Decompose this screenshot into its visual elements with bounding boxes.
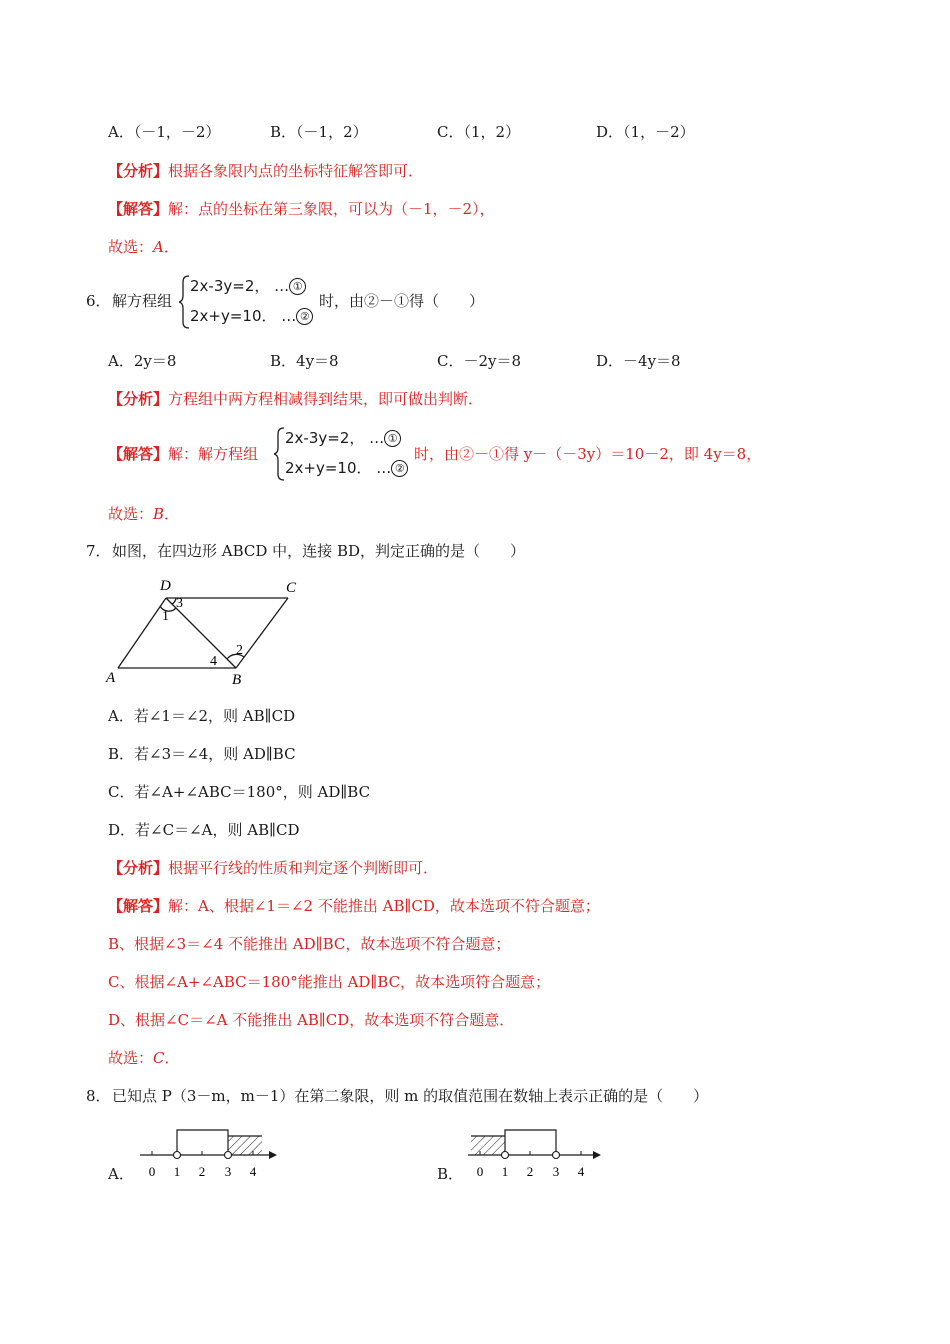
tick-1: 1 <box>173 1164 181 1179</box>
q6-stem-suffix: 时，由②－①得（ ） <box>319 292 485 310</box>
q6-equation-system <box>190 276 320 328</box>
label-b: B <box>232 672 242 688</box>
q7-option-d: D．若∠C＝∠A，则 AB∥CD <box>108 821 300 839</box>
angle-label-4: 4 <box>210 654 217 669</box>
equation-2: 2x+y=10． … <box>190 307 297 325</box>
angle-label-3: 3 <box>176 596 183 611</box>
q7-answer-line-3: C、根据∠A+∠ABC＝180°能推出 AD∥BC，故本选项符合题意； <box>108 973 551 991</box>
answer-prefix-text: 解：解方程组 <box>168 445 259 463</box>
option-c: C．（1，2） <box>437 123 521 141</box>
q7-stem: 如图，在四边形 ABCD 中，连接 BD，判定正确的是（ ） <box>112 542 525 560</box>
q6-number: 6． <box>86 292 111 310</box>
q8-stem: 已知点 P（3－m，m－1）在第二象限，则 m 的取值范围在数轴上表示正确的是（ ） <box>112 1087 709 1105</box>
q6-option-d: D．－4y＝8 <box>596 352 681 370</box>
label-a: A <box>106 670 116 686</box>
q6-option-a: A．2y＝8 <box>108 352 177 370</box>
q7-answer-line-1: 【解答】解：A、根据∠1＝∠2 不能推出 AB∥CD，故本选项不符合题意； <box>108 897 600 915</box>
option-b: B．（－1，2） <box>270 123 368 141</box>
q5-choose <box>108 236 179 258</box>
q6-option-b: B．4y＝8 <box>270 352 339 370</box>
q7-option-c: C．若∠A+∠ABC＝180°，则 AD∥BC <box>108 783 371 801</box>
q6-answer-suffix: 时，由②－①得 y－（－3y）＝10－2，即 4y＝8， <box>414 445 762 463</box>
circle-2: ② <box>296 308 313 325</box>
analysis-text: 根据各象限内点的坐标特征解答即可． <box>168 162 424 180</box>
answer-tag: 【解答】 <box>108 445 169 463</box>
equation-1: 2x-3y=2， … <box>190 277 290 295</box>
label-d: D <box>160 578 171 594</box>
angle-label-1: 1 <box>162 609 169 624</box>
tick-1: 1 <box>501 1164 509 1179</box>
tick-0: 0 <box>148 1164 156 1179</box>
q6-answer-equation-system <box>285 428 415 480</box>
tick-0: 0 <box>476 1164 484 1179</box>
tick-2: 2 <box>198 1164 206 1179</box>
q7-option-a: A．若∠1＝∠2，则 AB∥CD <box>108 707 296 725</box>
q7-number: 7． <box>86 542 111 560</box>
q6-answer-prefix <box>108 443 258 465</box>
analysis-text: 方程组中两方程相减得到结果，即可做出判断． <box>168 390 484 408</box>
analysis-tag: 【分析】 <box>108 162 169 180</box>
number-line-b <box>463 1124 613 1184</box>
circle-1: ① <box>289 278 306 295</box>
angle-label-2: 2 <box>236 643 243 658</box>
tick-4: 4 <box>577 1164 585 1179</box>
tick-3: 3 <box>552 1164 560 1179</box>
number-line-a <box>135 1124 285 1184</box>
q8-option-a-label: A． <box>108 1165 134 1183</box>
choose-prefix: 故选： <box>108 238 154 256</box>
q7-choose: 故选：C． <box>108 1049 180 1067</box>
q6-analysis <box>108 388 483 410</box>
q6-option-c: C．－2y＝8 <box>437 352 522 370</box>
circle-1: ① <box>384 430 401 447</box>
side-bc <box>236 598 288 668</box>
choose-letter: A <box>153 238 164 256</box>
side-ad <box>118 598 166 668</box>
equation-2: 2x+y=10． … <box>285 459 392 477</box>
tick-4: 4 <box>249 1164 257 1179</box>
equation-1: 2x-3y=2， … <box>285 429 385 447</box>
choose-letter: B <box>153 505 165 523</box>
label-c: C <box>286 580 297 596</box>
analysis-tag: 【分析】 <box>108 390 169 408</box>
answer-tag: 【解答】 <box>108 200 169 218</box>
answer-text: 解：点的坐标在第三象限，可以为（－1，－2）， <box>168 200 495 218</box>
q7-answer-line-4: D、根据∠C＝∠A 不能推出 AB∥CD，故本选项不符合题意． <box>108 1011 515 1029</box>
option-d: D．（1，－2） <box>596 123 695 141</box>
q6-choose: 故选：B． <box>108 505 180 523</box>
choose-suffix: ． <box>163 238 179 256</box>
q7-analysis: 【分析】根据平行线的性质和判定逐个判断即可． <box>108 859 439 877</box>
quadrilateral-figure <box>100 572 300 690</box>
circle-2: ② <box>391 460 408 477</box>
q6-stem-prefix: 解方程组 <box>112 292 173 310</box>
q5-analysis <box>108 160 423 182</box>
q5-answer <box>108 198 495 220</box>
q8-number: 8． <box>86 1087 111 1105</box>
q7-option-b: B．若∠3＝∠4，则 AD∥BC <box>108 745 296 763</box>
tick-3: 3 <box>224 1164 232 1179</box>
option-a: A．（－1，－2） <box>108 123 221 141</box>
tick-2: 2 <box>526 1164 534 1179</box>
q7-answer-line-2: B、根据∠3＝∠4 不能推出 AD∥BC，故本选项不符合题意； <box>108 935 511 953</box>
q8-option-b-label: B． <box>437 1165 464 1183</box>
